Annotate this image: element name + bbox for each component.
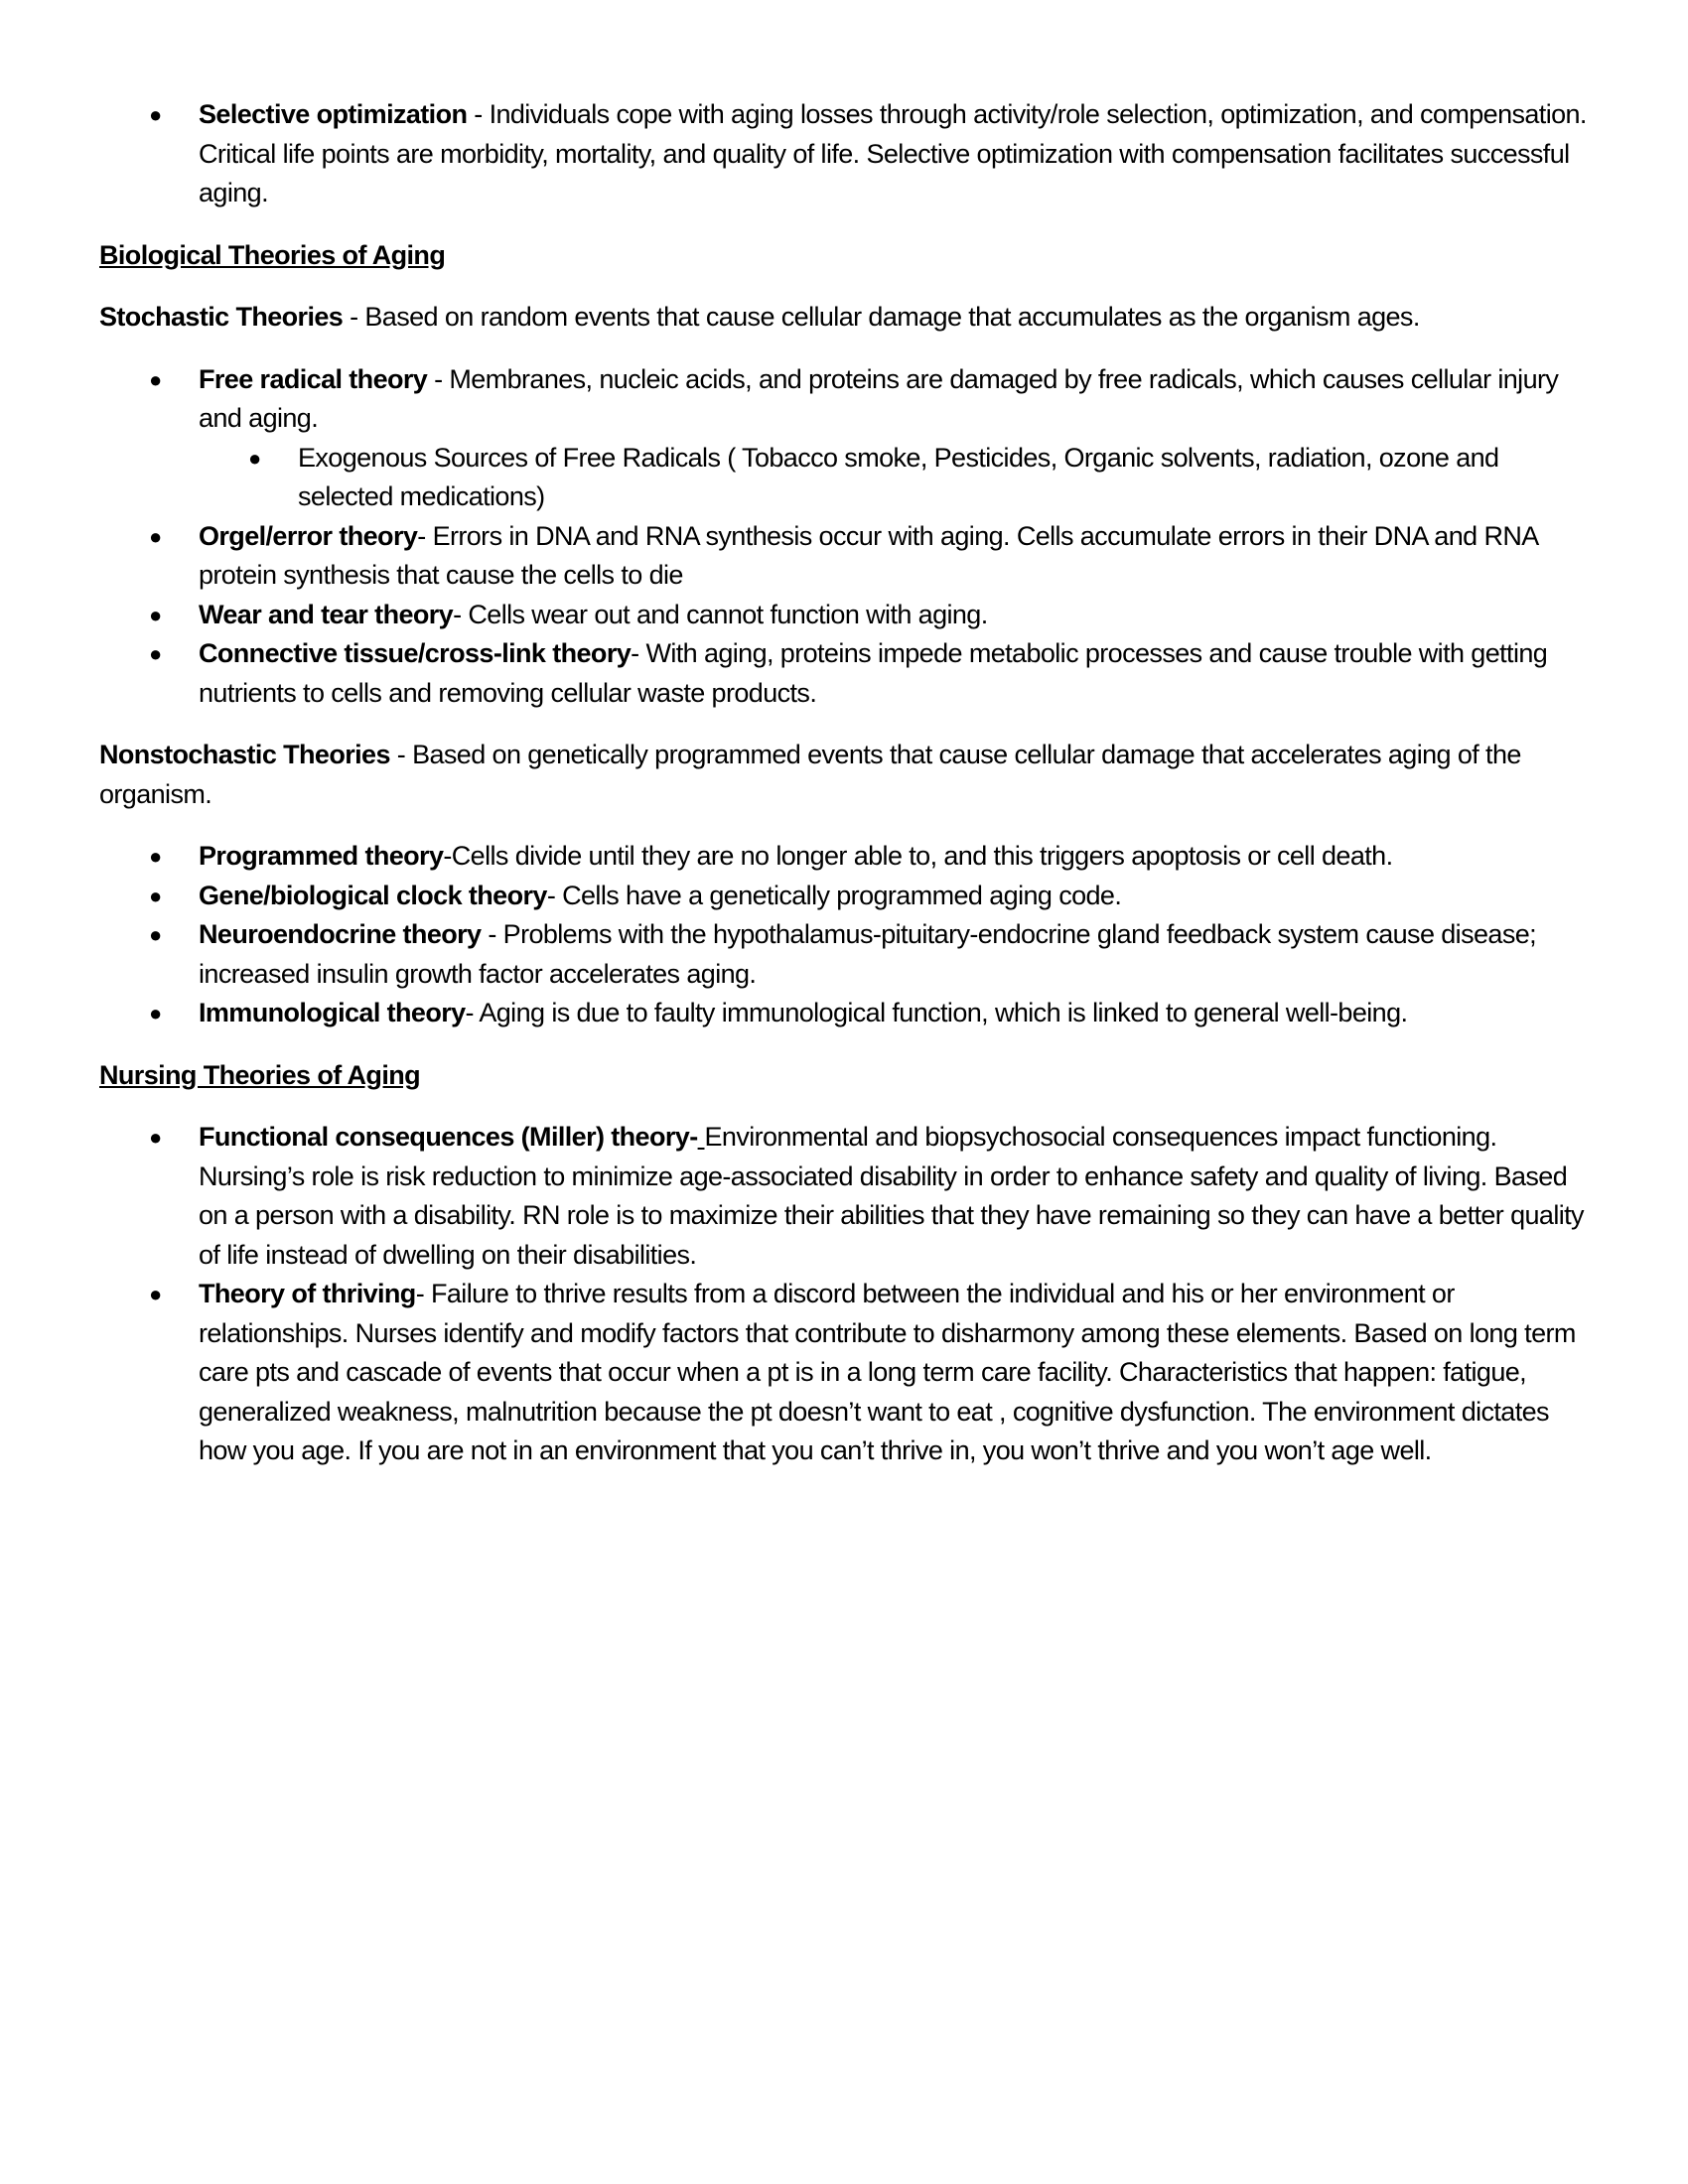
bullet-text: Cells divide until they are no longer able to, and this triggers apoptosis or cell death. (451, 841, 1393, 871)
bullet-separator: - (417, 520, 433, 551)
nonstochastic-bullet-list (99, 837, 1589, 1033)
bullet-text: With aging, proteins impede metabolic processes and cause trouble with getting nutrients to cells and removing cellular waste products. (199, 638, 1548, 708)
bullet-term: Neuroendocrine theory (199, 919, 482, 949)
nonstochastic-term: Nonstochastic Theories (99, 740, 390, 769)
bullet-functional-consequences-theory (99, 1118, 1589, 1275)
bullet-text: Cells have a genetically programmed aging code. (562, 880, 1122, 910)
nonstochastic-text: Based on genetically programmed events that cause cellular damage that accelerates aging of the organism. (99, 740, 1521, 809)
bullet-term: Gene/biological clock theory (199, 880, 547, 910)
bullet-text: Problems with the hypothalamus-pituitary-endocrine gland feedback system cause disease; increased insulin growth factor accelerates aging. (199, 919, 1537, 989)
bullet-separator: - (467, 99, 490, 129)
bullet-term: Theory of thriving (199, 1279, 416, 1308)
bullet-gene-clock-theory (99, 877, 1589, 916)
bullet-separator: - (453, 599, 469, 629)
bullet-text: Membranes, nucleic acids, and proteins are damaged by free radicals, which causes cellular injury and aging. (199, 363, 1559, 433)
bullet-separator: - (443, 841, 452, 871)
bullet-text: Environmental and biopsychosocial consequences impact functioning. Nursing’s role is risk reduction to minimize age-associated disability in order to enhance safety and quality of living. Based on a person with a disability. RN role is to maximize their abilities that they have remaining so they can have a better quality of life instead of dwelling on their disabilities. (199, 1122, 1584, 1270)
sub-bullet-text: Exogenous Sources of Free Radicals ( Tobacco smoke, Pesticides, Organic solvents, radiation, ozone and selected medications) (298, 442, 1499, 511)
bullet-term: Functional consequences (Miller) theory- (199, 1122, 698, 1152)
intro-bullet-list (99, 95, 1589, 213)
bullet-selective-optimization (99, 95, 1589, 213)
bullet-separator: - (465, 998, 480, 1027)
bullet-text: Errors in DNA and RNA synthesis occur with aging. Cells accumulate errors in their DNA and RNA protein synthesis that cause the cells to die (199, 520, 1538, 590)
bullet-text: Individuals cope with aging losses through activity/role selection, optimization, and compensation. Critical life points are morbidity, mortality, and quality of life. Selective optimization with compensation facilitates successful aging. (199, 99, 1587, 207)
bullet-term: Immunological theory (199, 998, 466, 1027)
bullet-separator: - (631, 638, 646, 668)
bullet-text: Cells wear out and cannot function with aging. (468, 599, 988, 629)
bullet-theory-of-thriving (99, 1275, 1589, 1471)
nonstochastic-separator: - (389, 740, 413, 769)
bullet-term: Connective tissue/cross-link theory (199, 638, 632, 668)
bullet-text: Failure to thrive results from a discord between the individual and his or her environment or relationships. Nurses identify and modify factors that contribute to disharmony among these elements. Based on long term care pts and cascade of events that occur when a pt is in a long term care facility. Characteristics that happen: fatigue, generalized weakness, malnutrition because the pt doesn’t want to eat , cognitive dysfunction. The environment dictates how you age. If you are not in an environment that you can’t thrive in, you won’t thrive and you won’t age well. (199, 1279, 1576, 1465)
bullet-term: Free radical theory (199, 363, 428, 394)
bullet-free-radical-theory (99, 360, 1589, 517)
free-radical-sub-list (199, 439, 1589, 517)
underlined-space (698, 1122, 705, 1152)
bullet-term: Orgel/error theory (199, 520, 418, 551)
bullet-orgel-error-theory (99, 517, 1589, 596)
bullet-text: Aging is due to faulty immunological function, which is linked to general well-being. (479, 998, 1408, 1027)
bullet-term: Wear and tear theory (199, 599, 454, 629)
stochastic-separator: - (343, 302, 365, 332)
stochastic-bullet-list (99, 360, 1589, 714)
bullet-immunological-theory (99, 994, 1589, 1033)
section-heading-nursing: Nursing Theories of Aging (99, 1059, 421, 1090)
bullet-separator: - (546, 880, 563, 910)
bullet-term: Programmed theory (199, 841, 444, 871)
nursing-bullet-list (99, 1118, 1589, 1471)
bullet-programmed-theory (99, 837, 1589, 877)
stochastic-intro (99, 298, 1589, 338)
bullet-separator: - (415, 1279, 431, 1308)
bullet-neuroendocrine-theory (99, 915, 1589, 994)
bullet-wear-and-tear-theory (99, 596, 1589, 635)
section-heading-biological: Biological Theories of Aging (99, 239, 446, 270)
stochastic-term: Stochastic Theories (99, 302, 344, 332)
sub-bullet-exogenous-sources (199, 439, 1589, 517)
bullet-separator: - (481, 919, 503, 949)
bullet-cross-link-theory (99, 634, 1589, 713)
nonstochastic-intro (99, 736, 1589, 814)
stochastic-text: Based on random events that cause cellular damage that accumulates as the organism ages. (364, 302, 1420, 332)
bullet-term: Selective optimization (199, 99, 468, 129)
bullet-separator: - (427, 363, 450, 394)
